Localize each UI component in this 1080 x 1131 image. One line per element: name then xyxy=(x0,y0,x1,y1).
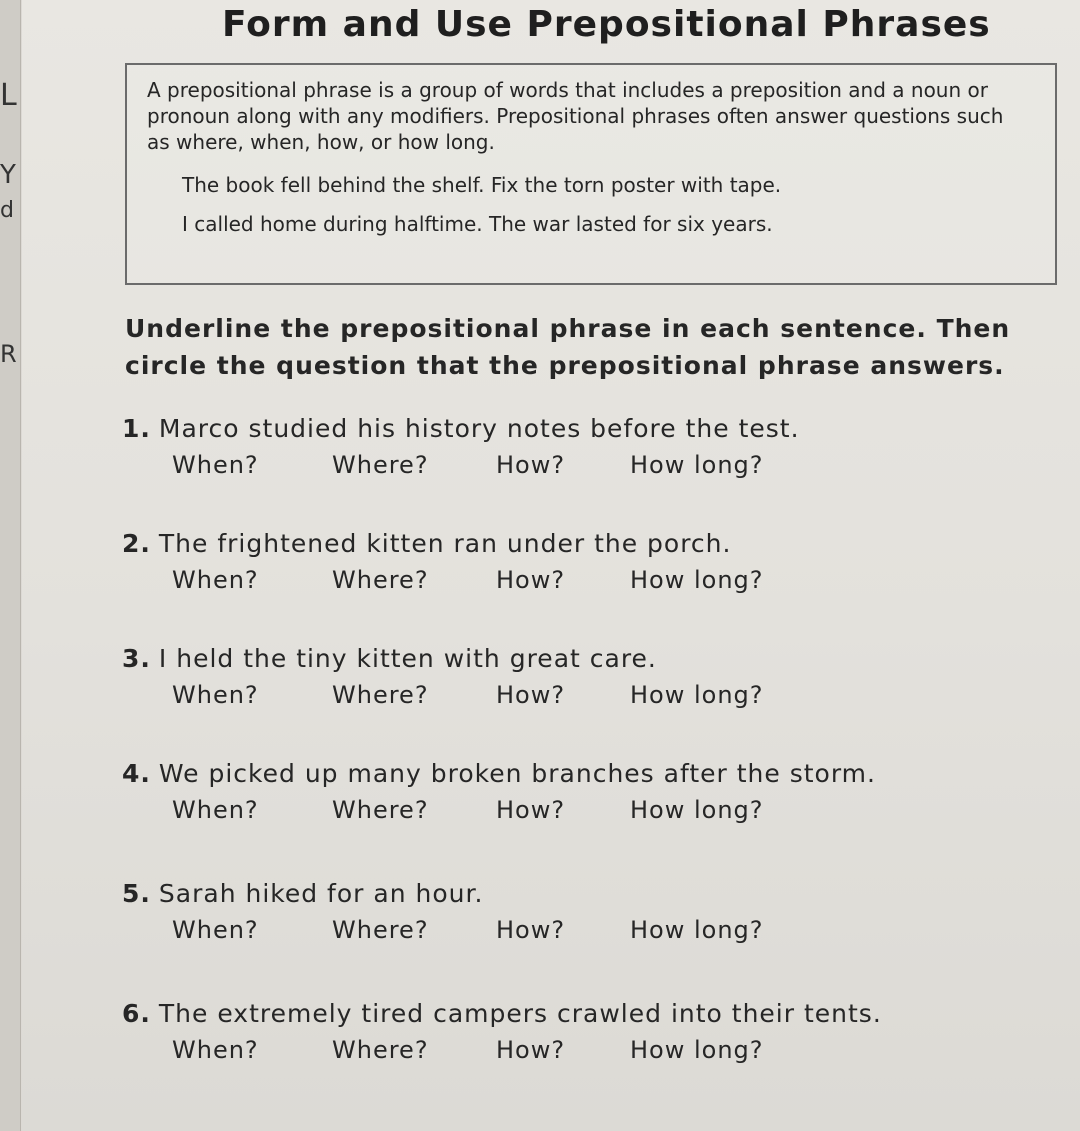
question-item-5 xyxy=(122,876,1022,948)
adjacent-page-edge xyxy=(0,0,21,1131)
choice-how[interactable]: How? xyxy=(496,796,566,824)
example-line-2: I called home during halftime. The war lasted for six years. xyxy=(182,212,773,236)
question-item-6 xyxy=(122,996,1022,1068)
answer-choices xyxy=(122,1032,1022,1068)
choice-when[interactable]: When? xyxy=(172,1036,259,1064)
definition-text: A prepositional phrase is a group of words that includes a preposition and a noun or pronoun along with any modifiers. Prepositional phrases often answer questions such as where, when, how, or how long. xyxy=(147,78,1004,154)
item-sentence[interactable]: Sarah hiked for an hour. xyxy=(158,879,484,908)
choice-where[interactable]: Where? xyxy=(332,796,429,824)
choice-when[interactable]: When? xyxy=(172,566,259,594)
choice-where[interactable]: Where? xyxy=(332,681,429,709)
item-number: 3. xyxy=(122,644,151,673)
question-item-3 xyxy=(122,641,1022,713)
question-item-1 xyxy=(122,411,1022,483)
choice-how-long[interactable]: How long? xyxy=(630,1036,764,1064)
item-sentence[interactable]: Marco studied his history notes before the test. xyxy=(158,414,800,443)
directions: Underline the prepositional phrase in each sentence. Then circle the question that the prepositional phrase answers. xyxy=(125,314,1011,380)
choice-when[interactable]: When? xyxy=(172,916,259,944)
choice-where[interactable]: Where? xyxy=(332,1036,429,1064)
answer-choices xyxy=(122,912,1022,948)
item-number: 5. xyxy=(122,879,151,908)
choice-how[interactable]: How? xyxy=(496,566,566,594)
choice-how[interactable]: How? xyxy=(496,681,566,709)
margin-letter: L xyxy=(0,78,17,113)
item-sentence[interactable]: I held the tiny kitten with great care. xyxy=(158,644,657,673)
choice-how[interactable]: How? xyxy=(496,451,566,479)
item-number: 2. xyxy=(122,529,151,558)
choice-how-long[interactable]: How long? xyxy=(630,451,764,479)
item-sentence[interactable]: The frightened kitten ran under the porch. xyxy=(158,529,732,558)
margin-letter: d xyxy=(0,198,14,223)
answer-choices xyxy=(122,447,1022,483)
item-sentence[interactable]: We picked up many broken branches after the storm. xyxy=(158,759,876,788)
item-number: 6. xyxy=(122,999,151,1028)
choice-when[interactable]: When? xyxy=(172,796,259,824)
choice-how[interactable]: How? xyxy=(496,1036,566,1064)
margin-letter: R xyxy=(0,340,17,368)
margin-letter: Y xyxy=(0,160,16,190)
item-sentence[interactable]: The extremely tired campers crawled into their tents. xyxy=(158,999,882,1028)
choice-how[interactable]: How? xyxy=(496,916,566,944)
item-number: 4. xyxy=(122,759,151,788)
choice-where[interactable]: Where? xyxy=(332,451,429,479)
question-item-4 xyxy=(122,756,1022,828)
choice-when[interactable]: When? xyxy=(172,451,259,479)
worksheet-page xyxy=(22,0,1080,1131)
choice-where[interactable]: Where? xyxy=(332,916,429,944)
question-item-2 xyxy=(122,526,1022,598)
choice-how-long[interactable]: How long? xyxy=(630,796,764,824)
definition-box xyxy=(125,63,1057,285)
item-number: 1. xyxy=(122,414,151,443)
choice-how-long[interactable]: How long? xyxy=(630,916,764,944)
choice-how-long[interactable]: How long? xyxy=(630,681,764,709)
answer-choices xyxy=(122,562,1022,598)
choice-where[interactable]: Where? xyxy=(332,566,429,594)
page-title: Form and Use Prepositional Phrases xyxy=(222,4,991,45)
answer-choices xyxy=(122,792,1022,828)
choice-how-long[interactable]: How long? xyxy=(630,566,764,594)
example-line-1: The book fell behind the shelf. Fix the torn poster with tape. xyxy=(182,173,782,197)
choice-when[interactable]: When? xyxy=(172,681,259,709)
answer-choices xyxy=(122,677,1022,713)
